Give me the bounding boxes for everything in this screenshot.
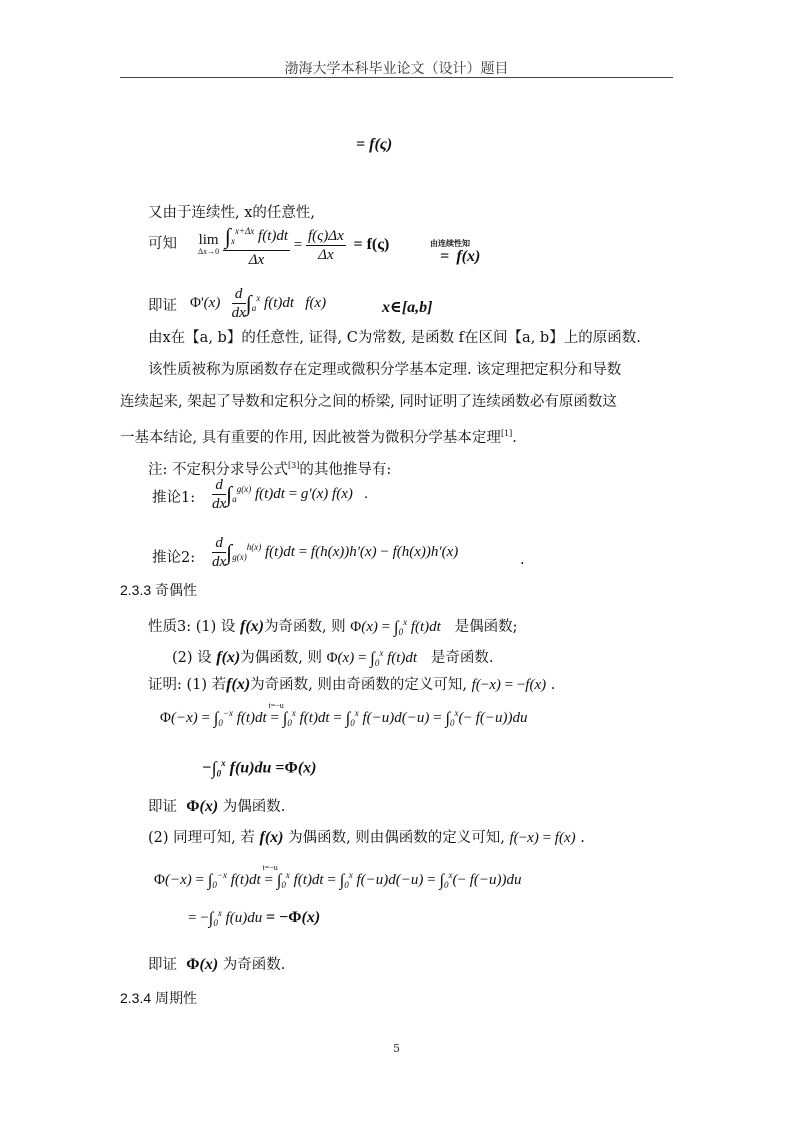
label-jizheng-1: 即证 [148,298,177,314]
label-kezhi: 可知 [148,236,177,252]
paragraph-continuity: 又由于连续性, x的任意性, [148,205,316,221]
proof-2-equation: $\Phi(-x) = \int_0^{-x}$ f(t)dt t=−u = $\int_0^x$ $f(t)dt = \int_0^x$ $f(-u)d(-u) = \int_0^x(- f(-u))du$ [154,863,522,890]
equation-derivative: Φ'(x) $\frac{d}{dx}$ $\int_a^x$ f(t)dt f(x) [190,286,327,321]
citation-3: [3] [288,461,300,470]
corollary-2-equation: $\frac{d}{dx}$ $\int_{g(x)}^{h(x)}$ f(t)dt = f(h(x))h'(x) − f(h(x))h'(x) [212,535,459,570]
proof-2-line: (2) 同理可知, 若 f(x) 为偶函数, 则由偶函数的定义可知, f(−x) = f(x) . [148,829,585,846]
corollary-2-period: . [520,552,525,568]
conclusion-2: 即证 Φ(x) 为奇函数. [148,956,286,973]
corollary-2-label: 推论2: [152,550,196,566]
paragraph-arbitrary: 由x在【a, b】的任意性, 证得, C为常数, 是函数 f在区间【a, b】上的原函数. [148,330,641,346]
conclusion-1: 即证 Φ(x) 为偶函数. [148,798,286,815]
property-3-line1: 性质3: (1) 设 f(x)为奇函数, 则 $\Phi(x) = \int_0^x$ f(t)dt 是偶函数; [148,617,518,637]
equation-fx: = f(x) [440,248,481,265]
citation-1: [1] [500,429,513,438]
section-heading-2-3-3: 2.3.3 奇偶性 [120,582,198,598]
interval-ab: x∈[a,b] [382,299,433,316]
section-heading-2-3-4: 2.3.4 周期性 [120,990,198,1006]
proof-2-equation-cont: = $-\int_0^x$ f(u)du = −Φ(x) [188,908,321,928]
equation-limit: lim Δx→0 $\frac{\int_x^{x+\Delta x} f(t)dt}{\Delta x}$ = $\frac{f(\varsigma)\Delta x}{\Delta x}$ = f(ς) [198,223,390,268]
paragraph-note: 注: 不定积分求导公式[3]的其他推导有: [148,461,392,478]
paragraph-theorem-line1: 该性质被称为原函数存在定理或微积分学基本定理. 该定理把定积分和导数 [148,362,622,378]
paragraph-theorem-line2: 连续起来, 架起了导数和定积分之间的桥梁, 同时证明了连续函数必有原函数这 [120,394,617,410]
proof-1-equation: $\Phi(-x) = \int_0^{-x}$ f(t)dt t=−u = $\int_0^x$ $f(t)dt = \int_0^x$ $f(-u)d(-u) = \int_0^x(- f(-u))du$ [160,701,528,728]
paragraph-theorem-line3: 一基本结论, 具有重要的作用, 因此被誉为微积分学基本定理[1]. [120,429,517,446]
page-header: 渤海大学本科毕业论文（设计）题目 [284,61,509,77]
header-divider [120,77,673,78]
proof-1-equation-cont: $-\int_0^x$ f(u)du =Φ(x) [202,758,317,779]
equation-result: = f(ς) [356,136,393,153]
proof-1-line: 证明: (1) 若f(x)为奇函数, 则由奇函数的定义可知, f(−x) = −f(x) . [148,676,556,693]
page-number: 5 [393,1042,400,1055]
property-3-line2: (2) 设 f(x)为偶函数, 则 $\Phi(x) = \int_0^x$ f(t)dt 是奇函数. [172,648,494,668]
corollary-1-label: 推论1: [152,490,196,506]
label-by-continuity: 由连续性知 [430,238,470,248]
corollary-1-equation: $\frac{d}{dx}$ $\int_a^{g(x)}$ f(t)dt = g'(x) f(x) . [212,477,368,512]
